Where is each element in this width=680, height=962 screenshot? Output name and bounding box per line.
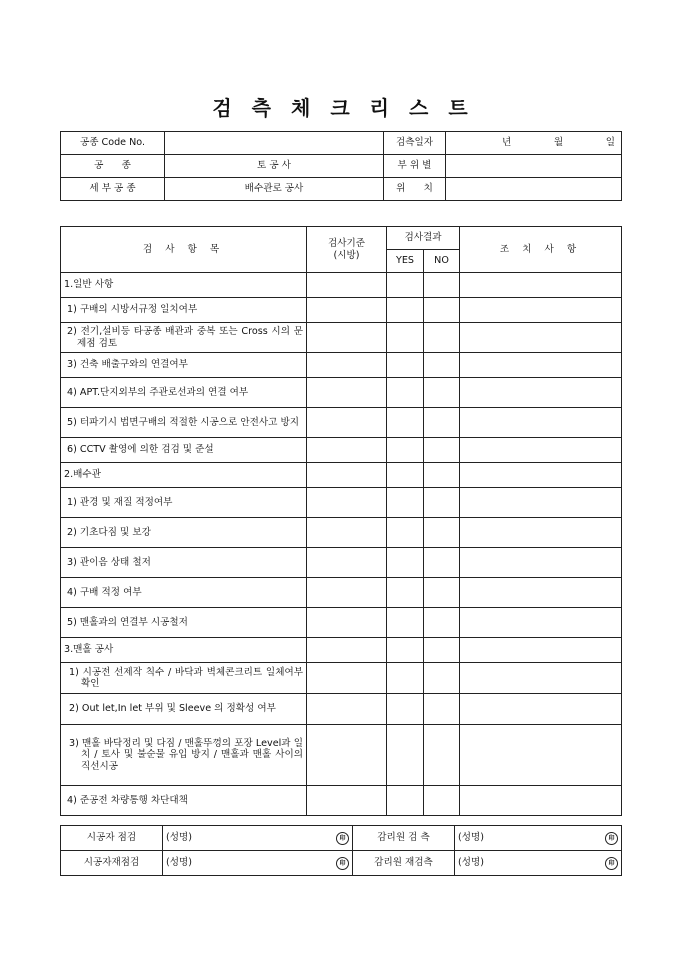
no-cell[interactable]: [424, 608, 460, 638]
no-cell[interactable]: [424, 518, 460, 548]
checklist-table: [60, 226, 622, 816]
contractor-check-sign[interactable]: [163, 826, 353, 851]
no-cell[interactable]: [424, 694, 460, 725]
action-cell[interactable]: [460, 725, 622, 786]
no-cell[interactable]: [424, 548, 460, 578]
action-cell[interactable]: [460, 663, 622, 694]
seal-icon: 印: [605, 857, 618, 870]
location-field[interactable]: [446, 178, 622, 201]
yes-cell[interactable]: [387, 786, 424, 816]
part-label: 부 위 별: [384, 155, 446, 178]
trade-label: 공 종: [61, 155, 165, 178]
standard-cell[interactable]: [307, 438, 387, 463]
contractor-check-label: 시공자 점검: [61, 826, 163, 851]
action-cell[interactable]: [460, 298, 622, 323]
seal-icon: 印: [605, 832, 618, 845]
yes-cell[interactable]: [387, 518, 424, 548]
yes-cell[interactable]: [387, 273, 424, 298]
seal-icon: 印: [336, 857, 349, 870]
action-cell[interactable]: [460, 488, 622, 518]
month-label: 월: [553, 137, 564, 149]
action-cell[interactable]: [460, 353, 622, 378]
year-label: 년: [502, 137, 512, 149]
supervisor-reinspect-sign[interactable]: [455, 851, 622, 876]
no-cell[interactable]: [424, 638, 460, 663]
trade-value: 토 공 사: [165, 155, 384, 178]
date-field[interactable]: [446, 132, 622, 155]
section-title: 1.일반 사항: [61, 273, 307, 298]
date-label: 검측일자: [384, 132, 446, 155]
standard-cell[interactable]: [307, 518, 387, 548]
check-item: 6) CCTV 촬영에 의한 검검 및 준설: [61, 438, 307, 463]
yes-cell[interactable]: [387, 663, 424, 694]
check-item: 5) 터파기시 법면구배의 적절한 시공으로 안전사고 방지: [61, 408, 307, 438]
no-cell[interactable]: [424, 663, 460, 694]
standard-cell[interactable]: [307, 548, 387, 578]
no-cell[interactable]: [424, 725, 460, 786]
yes-cell[interactable]: [387, 323, 424, 353]
yes-cell[interactable]: [387, 608, 424, 638]
standard-cell[interactable]: [307, 353, 387, 378]
yes-cell[interactable]: [387, 578, 424, 608]
title-char: 체: [291, 96, 311, 120]
header-item: 검 사 항 목: [61, 227, 307, 273]
yes-cell[interactable]: [387, 438, 424, 463]
check-item: 4) APT.단지외부의 주관로선과의 연결 여부: [61, 378, 307, 408]
title-char: 검: [212, 96, 232, 120]
name-label: (성명): [166, 857, 193, 869]
contractor-recheck-sign[interactable]: [163, 851, 353, 876]
action-cell[interactable]: [460, 408, 622, 438]
subtrade-value: 배수관로 공사: [165, 178, 384, 201]
supervisor-reinspect-label: 감리원 재검측: [353, 851, 455, 876]
name-label: (성명): [458, 857, 485, 869]
standard-cell[interactable]: [307, 298, 387, 323]
subtrade-label: 세 부 공 종: [61, 178, 165, 201]
standard-cell[interactable]: [307, 323, 387, 353]
standard-cell[interactable]: [307, 608, 387, 638]
standard-cell[interactable]: [307, 786, 387, 816]
part-field[interactable]: [446, 155, 622, 178]
header-standard-line2: (시방): [333, 249, 360, 261]
no-cell[interactable]: [424, 273, 460, 298]
title-char: 크: [330, 96, 350, 120]
action-cell[interactable]: [460, 438, 622, 463]
standard-cell[interactable]: [307, 463, 387, 488]
code-value-field[interactable]: [165, 132, 384, 155]
standard-cell[interactable]: [307, 273, 387, 298]
section-title: 2.배수관: [61, 463, 307, 488]
yes-cell[interactable]: [387, 378, 424, 408]
seal-icon: 印: [336, 832, 349, 845]
no-cell[interactable]: [424, 353, 460, 378]
title-char: 트: [448, 96, 468, 120]
title-char: 리: [369, 96, 389, 120]
action-cell[interactable]: [460, 273, 622, 298]
title-char: 측: [251, 96, 271, 120]
standard-cell[interactable]: [307, 638, 387, 663]
contractor-recheck-label: 시공자재점검: [61, 851, 163, 876]
action-cell[interactable]: [460, 518, 622, 548]
no-cell[interactable]: [424, 463, 460, 488]
no-cell[interactable]: [424, 438, 460, 463]
header-no: NO: [424, 250, 460, 273]
action-cell[interactable]: [460, 694, 622, 725]
check-item: 4) 구배 적정 여부: [61, 578, 307, 608]
header-result: 검사결과: [387, 227, 460, 250]
standard-cell[interactable]: [307, 725, 387, 786]
action-cell[interactable]: [460, 378, 622, 408]
action-cell[interactable]: [460, 786, 622, 816]
standard-cell[interactable]: [307, 663, 387, 694]
no-cell[interactable]: [424, 786, 460, 816]
standard-cell[interactable]: [307, 408, 387, 438]
yes-cell[interactable]: [387, 353, 424, 378]
action-cell[interactable]: [460, 578, 622, 608]
section-title: 3.맨홀 공사: [61, 638, 307, 663]
header-standard-line1: 검사기준: [327, 238, 366, 249]
yes-cell[interactable]: [387, 463, 424, 488]
standard-cell[interactable]: [307, 578, 387, 608]
check-item: 3) 맨홀 바닥정리 및 다짐 / 맨홀뚜껑의 포장 Level과 일치 / 토사 및 불순물 유입 방지 / 맨홀과 맨홀 사이의 직선시공: [61, 725, 307, 786]
yes-cell[interactable]: [387, 638, 424, 663]
check-item: 2) 전기,설비등 타공종 배관과 중복 또는 Cross 시의 문제점 검토: [61, 323, 307, 353]
day-label: 일: [605, 137, 615, 149]
name-label: (성명): [458, 832, 485, 844]
action-cell[interactable]: [460, 463, 622, 488]
info-table: [60, 131, 622, 201]
check-item: 1) 구배의 시방서규정 일치여부: [61, 298, 307, 323]
yes-cell[interactable]: [387, 298, 424, 323]
location-label: 위 치: [384, 178, 446, 201]
no-cell[interactable]: [424, 323, 460, 353]
check-item: 3) 관이음 상태 철저: [61, 548, 307, 578]
yes-cell[interactable]: [387, 408, 424, 438]
header-standard: [307, 227, 387, 273]
yes-cell[interactable]: [387, 694, 424, 725]
standard-cell[interactable]: [307, 694, 387, 725]
check-item: 1) 시공전 선제작 칙수 / 바닥과 벽체콘크리트 일체여부 확인: [61, 663, 307, 694]
header-yes: YES: [387, 250, 424, 273]
check-item: 3) 건축 배출구와의 연결여부: [61, 353, 307, 378]
action-cell[interactable]: [460, 323, 622, 353]
no-cell[interactable]: [424, 488, 460, 518]
no-cell[interactable]: [424, 408, 460, 438]
action-cell[interactable]: [460, 608, 622, 638]
yes-cell[interactable]: [387, 548, 424, 578]
check-item: 2) 기초다짐 및 보강: [61, 518, 307, 548]
yes-cell[interactable]: [387, 725, 424, 786]
check-item: 2) Out let,In let 부위 및 Sleeve 의 정확성 여부: [61, 694, 307, 725]
check-item: 5) 맨홀과의 연결부 시공철저: [61, 608, 307, 638]
standard-cell[interactable]: [307, 488, 387, 518]
no-cell[interactable]: [424, 378, 460, 408]
supervisor-inspect-label: 감리원 검 측: [353, 826, 455, 851]
name-label: (성명): [166, 832, 193, 844]
check-item: 1) 관경 및 재질 적정여부: [61, 488, 307, 518]
supervisor-inspect-sign[interactable]: [455, 826, 622, 851]
action-cell[interactable]: [460, 548, 622, 578]
yes-cell[interactable]: [387, 488, 424, 518]
title-char: 스: [408, 96, 429, 120]
standard-cell[interactable]: [307, 378, 387, 408]
no-cell[interactable]: [424, 298, 460, 323]
check-item: 4) 준공전 차량통행 차단대책: [61, 786, 307, 816]
header-action: 조 치 사 항: [460, 227, 622, 273]
signature-table: [60, 825, 622, 876]
no-cell[interactable]: [424, 578, 460, 608]
page-title: [0, 92, 680, 121]
code-label: 공종 Code No.: [61, 132, 165, 155]
action-cell[interactable]: [460, 638, 622, 663]
